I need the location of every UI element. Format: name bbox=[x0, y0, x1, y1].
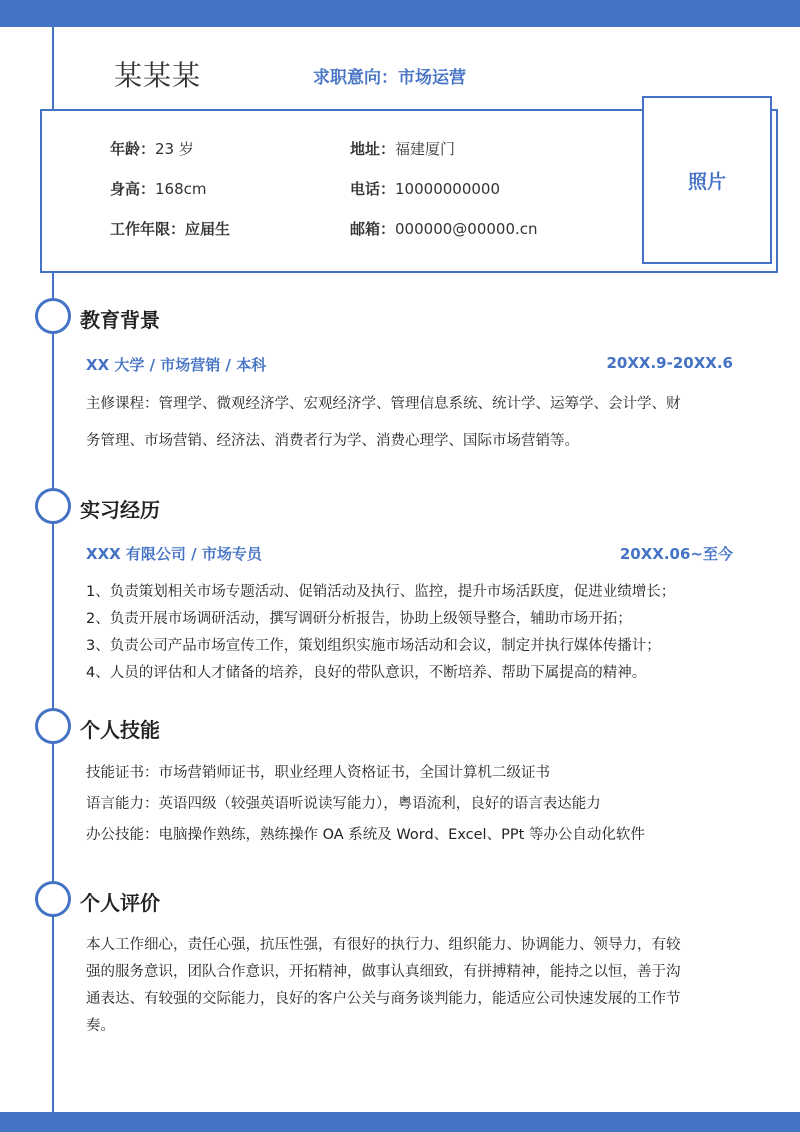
education-date: 20XX.9-20XX.6 bbox=[606, 354, 733, 372]
education-circle-icon bbox=[35, 298, 71, 334]
skills-list bbox=[86, 760, 746, 853]
internship-line: 3、负责公司产品市场宣传工作，策划组织实施市场活动和会议，制定并执行媒体传播计； bbox=[86, 638, 661, 654]
education-line: 务管理、市场营销、经济法、消费者行为学、消费心理学、国际市场营销等。 bbox=[86, 433, 579, 449]
internship-company: XXX 有限公司 / 市场专员 bbox=[86, 545, 262, 563]
internship-title: 实习经历 bbox=[80, 498, 160, 522]
top-accent-bar bbox=[0, 0, 800, 27]
evaluation-line: 强的服务意识，团队合作意识，开拓精神，做事认真细致，有拼搏精神，能持之以恒，善于沟 bbox=[86, 964, 681, 980]
evaluation-title: 个人评价 bbox=[80, 891, 160, 915]
info-height: 身高：168cm bbox=[110, 180, 207, 198]
skills-title: 个人技能 bbox=[80, 718, 160, 742]
internship-line: 4、人员的评估和人才储备的培养，良好的带队意识，不断培养、帮助下属提高的精神。 bbox=[86, 665, 647, 681]
internship-duties bbox=[86, 579, 746, 687]
photo-placeholder bbox=[642, 96, 772, 264]
evaluation-line: 奏。 bbox=[86, 1018, 115, 1034]
info-email: 邮箱：000000@00000.cn bbox=[350, 220, 538, 238]
job-intent: 求职意向：市场运营 bbox=[313, 68, 466, 88]
education-school: XX 大学 / 市场营销 / 本科 bbox=[86, 356, 267, 374]
evaluation-text bbox=[86, 932, 746, 1040]
skills-circle-icon bbox=[35, 708, 71, 744]
skills-line: 语言能力：英语四级（较强英语听说读写能力），粤语流利，良好的语言表达能力 bbox=[86, 796, 601, 812]
evaluation-circle-icon bbox=[35, 881, 71, 917]
education-courses bbox=[86, 391, 746, 455]
evaluation-line: 通表达、有较强的交际能力，良好的客户公关与商务谈判能力，能适应公司快速发展的工作节 bbox=[86, 991, 681, 1007]
internship-date: 20XX.06~至今 bbox=[619, 545, 733, 563]
candidate-name: 某某某 bbox=[114, 59, 202, 92]
internship-line: 2、负责开展市场调研活动，撰写调研分析报告，协助上级领导整合，辅助市场开拓； bbox=[86, 611, 632, 627]
skills-line: 办公技能：电脑操作熟练，熟练操作 OA 系统及 Word、Excel、PPt 等办公自动化软件 bbox=[86, 827, 645, 843]
education-title: 教育背景 bbox=[80, 308, 160, 332]
bottom-accent-bar bbox=[0, 1112, 800, 1132]
info-years: 工作年限：应届生 bbox=[110, 220, 231, 238]
internship-line: 1、负责策划相关市场专题活动、促销活动及执行、监控，提升市场活跃度，促进业绩增长； bbox=[86, 584, 676, 600]
info-address: 地址：福建厦门 bbox=[350, 140, 456, 158]
info-phone: 电话：10000000000 bbox=[350, 180, 500, 198]
skills-line: 技能证书：市场营销师证书，职业经理人资格证书，全国计算机二级证书 bbox=[86, 765, 550, 781]
info-age: 年龄：23 岁 bbox=[110, 140, 194, 158]
evaluation-line: 本人工作细心，责任心强，抗压性强，有很好的执行力、组织能力、协调能力、领导力，有较 bbox=[86, 937, 681, 953]
education-line: 主修课程：管理学、微观经济学、宏观经济学、管理信息系统、统计学、运筹学、会计学、财 bbox=[86, 396, 681, 412]
internship-circle-icon bbox=[35, 488, 71, 524]
photo-label: 照片 bbox=[687, 170, 726, 193]
